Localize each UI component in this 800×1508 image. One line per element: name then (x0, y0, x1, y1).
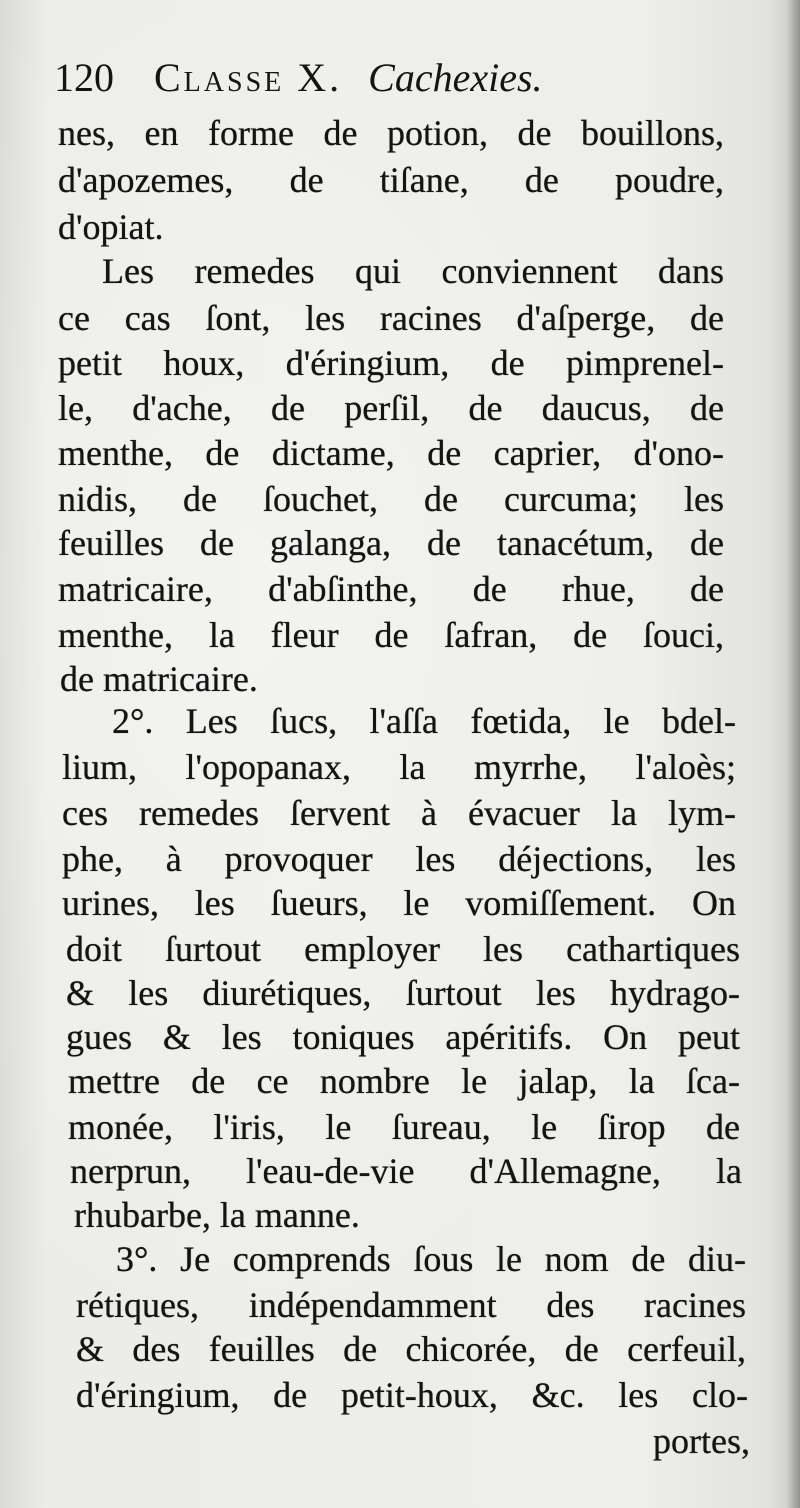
text-line: Les remedes qui conviennent dans (102, 251, 724, 291)
page-number: 120 (54, 55, 114, 100)
text-line: & les diurétiques, ſurtout les hydrago- (66, 973, 740, 1013)
text-line: rhubarbe, la manne. (74, 1195, 360, 1235)
text-line: mettre de ce nombre le jalap, la ſca- (68, 1061, 740, 1101)
text-line: urines, les ſueurs, le vomiſſement. On (62, 883, 736, 923)
text-line: ces remedes ſervent à évacuer la lym- (62, 793, 736, 833)
running-head (54, 52, 754, 104)
page-edge-shadow (786, 0, 800, 1508)
text-line: petit houx, d'éringium, de pimprenel- (58, 343, 724, 383)
text-line: lium, l'opopanax, la myrrhe, l'aloès; (62, 747, 736, 787)
text-line: 2°. Les ſucs, l'aſſa fœtida, le bdel- (112, 701, 736, 741)
text-line: ce cas ſont, les racines d'aſperge, de (58, 298, 724, 338)
text-line: matricaire, d'abſinthe, de rhue, de (58, 569, 724, 609)
text-line: d'apozemes, de tiſane, de poudre, (58, 160, 724, 200)
running-head-topic: Cachexies. (368, 55, 543, 100)
text-line: d'opiat. (58, 207, 164, 247)
text-line: de matricaire. (60, 659, 258, 699)
text-line: doit ſurtout employer les cathartiques (66, 929, 740, 969)
text-line: & des feuilles de chicorée, de cerfeuil, (76, 1329, 746, 1369)
text-line: menthe, la fleur de ſafran, de ſouci, (58, 615, 724, 655)
text-line: monée, l'iris, le ſureau, le ſirop de (68, 1107, 740, 1147)
text-line: nerprun, l'eau-de-vie d'Allemagne, la (70, 1151, 742, 1191)
class-label: Classe X. (154, 55, 343, 100)
text-line: nidis, de ſouchet, de curcuma; les (58, 479, 724, 519)
text-line: 3°. Je comprends ſous le nom de diu- (116, 1239, 746, 1279)
text-line: feuilles de galanga, de tanacétum, de (58, 523, 724, 563)
text-line: menthe, de dictame, de caprier, d'ono- (58, 433, 724, 473)
text-line: phe, à provoquer les déjections, les (62, 839, 736, 879)
text-line: le, d'ache, de perſil, de daucus, de (58, 388, 724, 428)
catchword: portes, (653, 1421, 750, 1461)
text-line: gues & les toniques apéritifs. On peut (66, 1017, 740, 1057)
text-line: nes, en forme de potion, de bouillons, (58, 113, 724, 153)
text-line: d'éringium, de petit-houx, &c. les clo- (76, 1375, 748, 1415)
text-line: rétiques, indépendamment des racines (76, 1285, 746, 1325)
